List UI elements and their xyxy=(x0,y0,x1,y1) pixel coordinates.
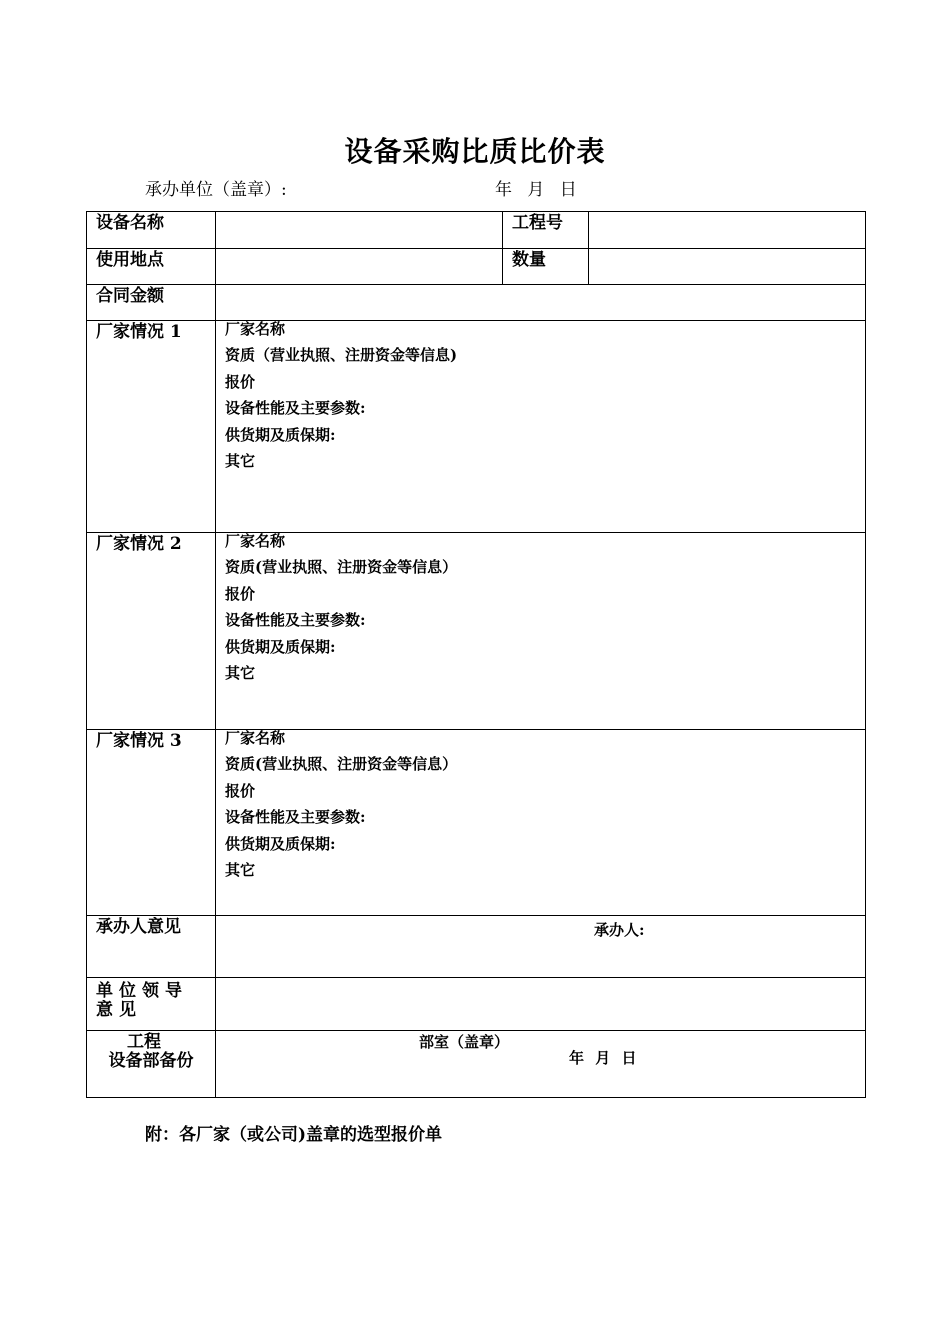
engineering-backup-cell[interactable] xyxy=(216,1031,866,1098)
project-no-cell[interactable] xyxy=(589,212,866,249)
performance-item: 设备性能及主要参数: xyxy=(225,611,366,629)
quantity-cell[interactable] xyxy=(589,249,866,285)
vendor-3-label: 厂家情况 3 xyxy=(87,730,216,916)
other-item: 其它 xyxy=(225,861,256,879)
contract-amount-cell[interactable] xyxy=(216,285,866,321)
backup-date-label: 年 月 日 xyxy=(569,1049,637,1067)
handler-opinion-label: 承办人意见 xyxy=(87,916,216,978)
qualification-item: 资质(营业执照、注册资金等信息） xyxy=(225,558,458,576)
performance-item: 设备性能及主要参数: xyxy=(225,399,366,417)
delivery-warranty-item: 供货期及质保期: xyxy=(225,834,336,853)
performance-item: 设备性能及主要参数: xyxy=(225,808,366,826)
vendor-name-item: 厂家名称 xyxy=(225,729,286,747)
header-date-label: 年 月 日 xyxy=(495,180,577,200)
vendor-1-details[interactable] xyxy=(216,321,866,533)
equipment-name-cell[interactable] xyxy=(216,212,503,249)
quantity-label: 数量 xyxy=(503,249,589,285)
contract-amount-label: 合同金额 xyxy=(87,285,216,321)
vendor-3-details[interactable] xyxy=(216,730,866,916)
leader-opinion-cell[interactable] xyxy=(216,978,866,1031)
project-no-label: 工程号 xyxy=(503,212,589,249)
other-item: 其它 xyxy=(225,664,256,682)
vendor-name-item: 厂家名称 xyxy=(225,532,286,550)
department-seal-label: 部室（盖章） xyxy=(419,1033,510,1051)
location-label: 使用地点 xyxy=(87,249,216,285)
quote-item: 报价 xyxy=(225,781,256,800)
attachment-note: 附：各厂家（或公司)盖章的选型报价单 xyxy=(145,1125,443,1145)
leader-opinion-label: 单位领导意见 xyxy=(87,978,216,1031)
handler-opinion-cell[interactable] xyxy=(216,916,866,978)
delivery-warranty-item: 供货期及质保期: xyxy=(225,425,336,444)
quote-item: 报价 xyxy=(225,372,256,391)
vendor-2-details[interactable] xyxy=(216,533,866,730)
vendor-1-label: 厂家情况 1 xyxy=(87,321,216,533)
vendor-2-label: 厂家情况 2 xyxy=(87,533,216,730)
engineering-backup-line2: 设备部备份 xyxy=(108,1051,194,1071)
other-item: 其它 xyxy=(225,452,256,470)
qualification-item: 资质（营业执照、注册资金等信息) xyxy=(225,346,458,364)
page-title: 设备采购比质比价表 xyxy=(344,135,606,168)
location-cell[interactable] xyxy=(216,249,503,285)
equipment-name-label: 设备名称 xyxy=(87,212,216,249)
engineering-backup-line1: 工程 xyxy=(127,1032,161,1052)
qualification-item: 资质(营业执照、注册资金等信息） xyxy=(225,755,458,773)
quote-item: 报价 xyxy=(225,584,256,603)
delivery-warranty-item: 供货期及质保期: xyxy=(225,637,336,656)
vendor-name-item: 厂家名称 xyxy=(225,320,286,338)
procurement-comparison-table xyxy=(86,211,866,1098)
engineering-backup-label xyxy=(87,1031,216,1098)
handler-signature-label: 承办人: xyxy=(594,921,645,939)
undertaking-unit-label: 承办单位（盖章）: xyxy=(145,180,287,200)
